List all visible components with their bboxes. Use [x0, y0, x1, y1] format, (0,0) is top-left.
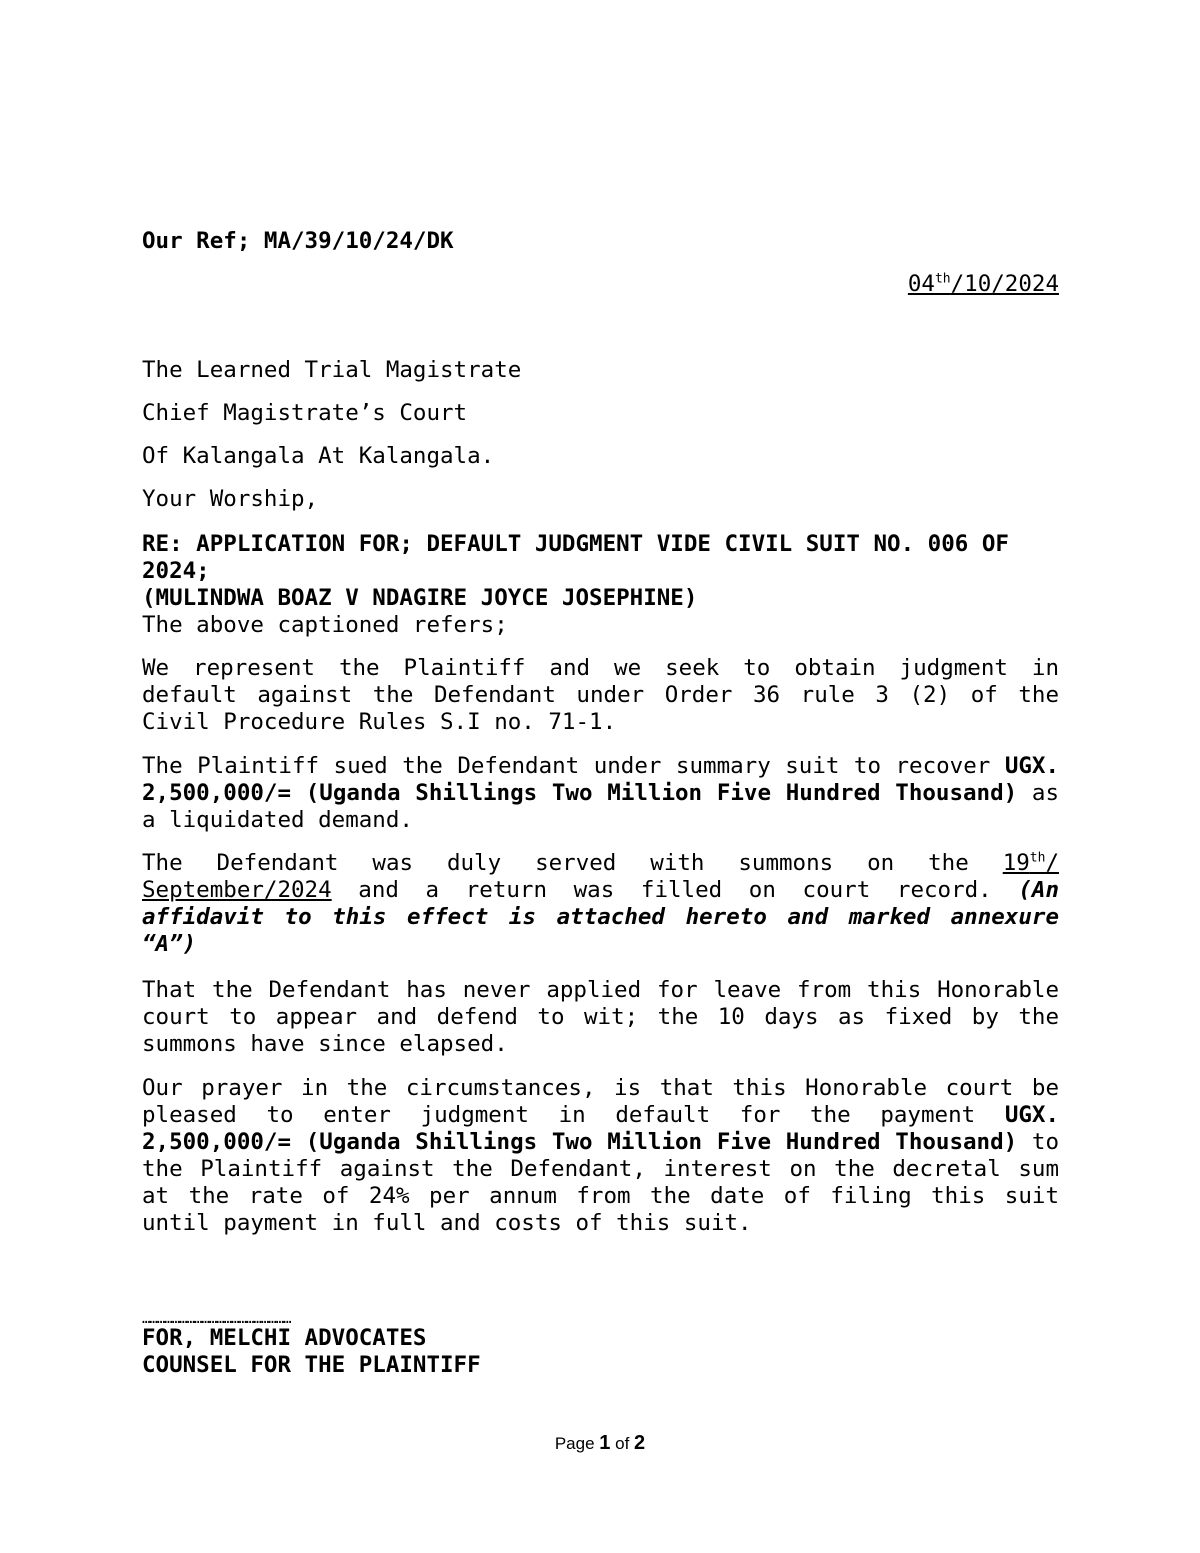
prayer-amount: UGX. 2,500,000/= (Uganda Shillings Two Million Five Hundred Thousand) — [142, 1102, 1059, 1155]
paragraph-5: Our prayer in the circumstances, is that this Honorable court be pleased to enter judgment in default for the payment UGX. 2,500,000/= (Uganda Shillings Two Million Five Hundred Thousand) to the Plaintiff against the Defendant, interest on the decretal sum at the rate of 24% per annum from the date of filing this suit until payment in full and costs of this suit. — [142, 1075, 1060, 1236]
signature-block — [142, 1325, 1059, 1379]
of-word: of — [615, 1434, 630, 1453]
paragraph-1: We represent the Plaintiff and we seek to obtain judgment in default against the Defendant under Order 36 rule 3 (2) of the Civil Procedure Rules S.I no. 71-1. — [142, 655, 1059, 735]
salutation: Your Worship, — [142, 486, 319, 512]
page-word: Page — [554, 1434, 595, 1453]
page-total: 2 — [634, 1432, 646, 1454]
claim-amount: UGX. 2,500,000/= (Uganda Shillings Two Million Five Hundred Thousand) — [142, 753, 1059, 806]
paragraph-2: The Plaintiff sued the Defendant under summary suit to recover UGX. 2,500,000/= (Uganda Shillings Two Million Five Hundred Thousand) as a liquidated demand. — [142, 753, 1060, 833]
annexure-note: (An affidavit to this effect is attached hereto and marked annexure “A”) — [142, 877, 1059, 957]
subject-line-1: RE: APPLICATION FOR; DEFAULT JUDGMENT VIDE CIVIL SUIT NO. 006 OF 2024; — [142, 531, 1009, 584]
subject-heading — [142, 531, 1059, 612]
paragraph-3: The Defendant was duly served with summons on the 19th/ September/2024 and a return was filled on court record. (An affidavit to this effect is attached hereto and marked annexure “A”) — [142, 850, 1059, 957]
signature-line: …………………………………………………… — [142, 1311, 291, 1327]
firm-name: FOR, MELCHI ADVOCATES — [142, 1325, 427, 1351]
addressee-line-3: Of Kalangala At Kalangala. — [142, 443, 495, 469]
page-footer — [0, 1430, 1200, 1457]
paragraph-4: That the Defendant has never applied for leave from this Honorable court to appear and defend to wit; the 10 days as fixed by the summons have since elapsed. — [142, 977, 1059, 1057]
subject-line-2: (MULINDWA BOAZ V NDAGIRE JOYCE JOSEPHINE) — [142, 585, 698, 611]
letter-date: 04th/10/2024 — [907, 271, 1059, 297]
addressee-line-1: The Learned Trial Magistrate — [142, 357, 522, 383]
service-date: 19th/ September/2024 — [142, 850, 1059, 903]
addressee-line-2: Chief Magistrate’s Court — [142, 400, 468, 426]
our-ref: Our Ref; MA/39/10/24/DK — [142, 228, 454, 254]
counsel-role: COUNSEL FOR THE PLAINTIFF — [142, 1352, 481, 1378]
page-number: 1 — [599, 1432, 611, 1454]
reference-line: The above captioned refers; — [142, 612, 508, 638]
